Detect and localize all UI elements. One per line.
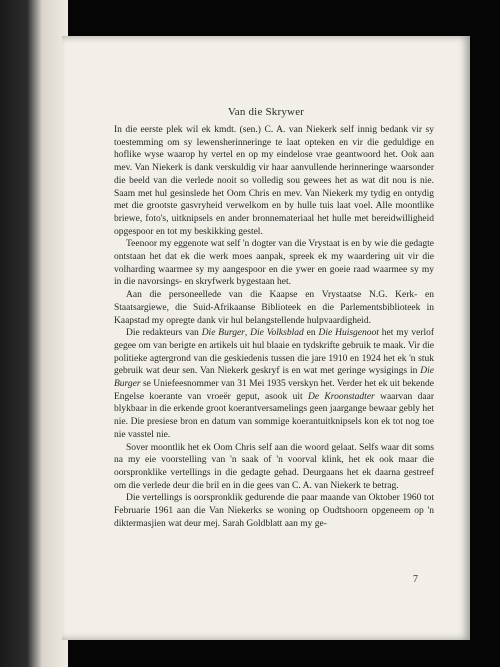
page-number: 7 bbox=[413, 574, 418, 585]
paragraph-4-part: het my verlof gegee om van berigte en artikels uit hul blaaie en tydskrifte gebruik te maak. Vir die politieke agtergrond van die geskiedenis tussen die jare 1910 en 1924 het ek 'n stuk gebruik wat deur sen. Van Niekerk geskryf is en wat met geringe wysigings in bbox=[114, 328, 435, 377]
book-spine bbox=[0, 0, 68, 667]
page-header: Van die Skrywer bbox=[227, 106, 305, 118]
paragraph-2: Teenoor my eggenote wat self 'n dogter van die Vrystaat is en by wie die gedagte ontstaan het dat ek die werk moes aanpak, spreek ek my waardering uit vir die volharding waarmee sy my aangespoor en die ywer en goeie raad waarmee sy my in die navorsings- en skryfwerk bygestaan het. bbox=[114, 239, 434, 288]
newspaper-title: Die Burger bbox=[201, 328, 245, 339]
body-text bbox=[114, 124, 434, 531]
paragraph-6: Die vertellings is oorspronklik gedurende die paar maande van Oktober 1960 tot Februarie 1961 aan die Van Niekerks se woning op Oudtshoorn opgeneem op 'n diktermasjien wat deur mej. Sarah Goldblatt aan my ge- bbox=[114, 493, 434, 529]
newspaper-title: De Kroonstadter bbox=[307, 391, 375, 402]
paragraph-4 bbox=[114, 327, 434, 441]
paragraph-4-part: se Uniefeesnommer van 31 Mei 1935 verskyn het. Verder het ek uit bekende Engelse koerante van vroeër geput, asook uit bbox=[114, 379, 434, 402]
paragraph-4-part: waarvan daar blykbaar in die erkende groot koerantversamelings geen jaargange bewaar gebly het nie. Die presiese bron en datum van sommige koerantuitknipsels kon ek tot nog toe nie vasstel nie. bbox=[114, 391, 434, 440]
magazine-title: Die Huisgenoot bbox=[318, 328, 379, 339]
paragraph-3: Aan die personeellede van die Kaapse en Vrystaatse N.G. Kerk- en Staatsargiewe, die Suid-Afrikaanse Biblioteek en die Parlementsbiblioteek in Kaapstad my opregte dank vir hul belangstellende hulpvaardigheid. bbox=[114, 290, 434, 326]
paragraph-5: Sover moontlik het ek Oom Chris self aan die woord gelaat. Selfs waar dit soms na my eie voorstelling van 'n saak of 'n voorval klink, het ek ook maar die oorspronklike vertellings in die gedagte gehad. Deurgaans het ek daarna gestreef om die verlede deur die bril en in die gees van C. A. van Niekerk te betrag. bbox=[114, 442, 434, 491]
paragraph-1: In die eerste plek wil ek kmdt. (sen.) C. A. van Niekerk self innig bedank vir sy toestemming om sy lewensherinneringe te laat opteken en vir die geduldige en hoflike wyse waarop hy vertel en op my eindelose vrae geantwoord het. Ook aan mev. Van Niekerk is dank verskuldig vir haar aanvullende herinneringe waarsonder die beeld van die verlede nooit so volledig sou gewees het as wat dit nou is nie. Saam met hul gesinslede het Oom Chris en mev. Van Niekerk my tydig en ontydig met die grootste gasvryheid verwelkom en by hulle tuis laat voel. Alle moontlike briewe, foto's, uitknipsels en ander bronnemateriaal het hulle met bereidwilligheid opgespoor en tot my beskikking gestel. bbox=[114, 125, 434, 237]
book-page bbox=[62, 36, 470, 640]
newspaper-title: Die Burger bbox=[114, 366, 434, 390]
paragraph-4-part: , bbox=[244, 328, 251, 339]
paragraph-4-part: en bbox=[303, 328, 319, 339]
newspaper-title: Die Volksblad bbox=[250, 328, 304, 339]
paragraph-4-part: Die redakteurs van bbox=[126, 328, 202, 339]
